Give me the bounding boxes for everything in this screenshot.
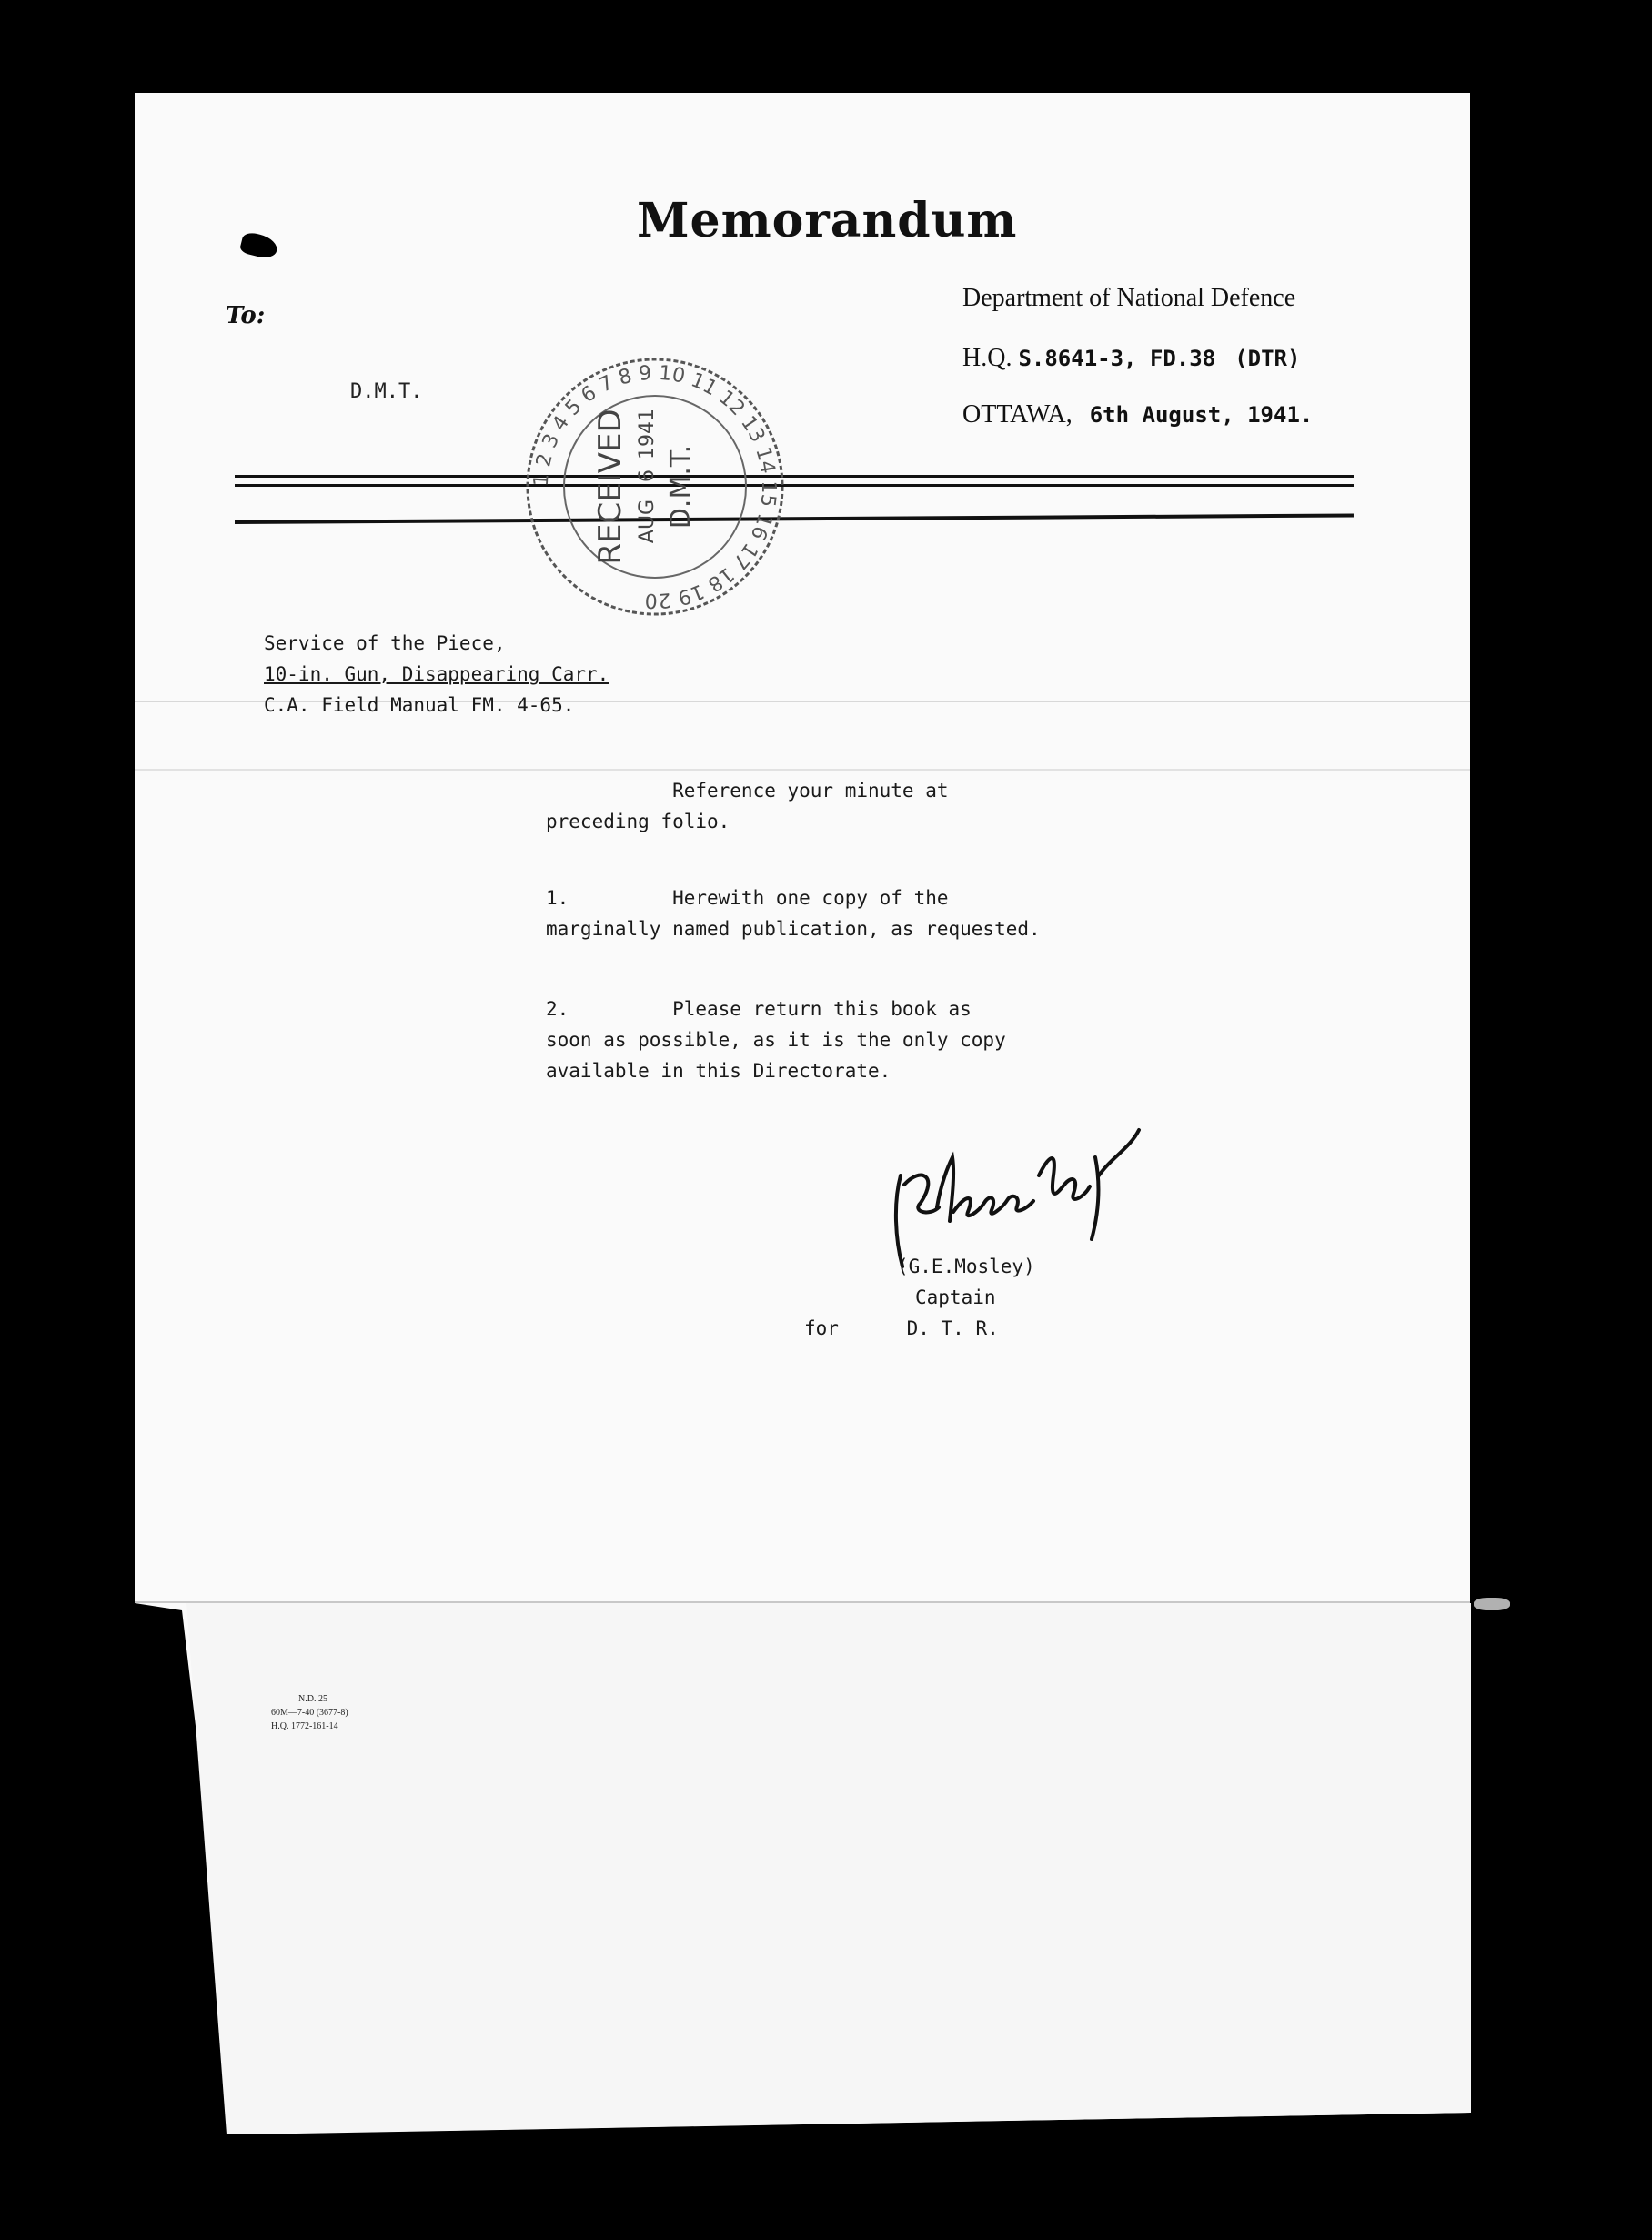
to-label: To: bbox=[226, 302, 266, 329]
subject-line-3: C.A. Field Manual FM. 4-65. bbox=[264, 694, 575, 716]
form-code-line-2: 60M—7-40 (3677-8) bbox=[271, 1708, 348, 1718]
place: OTTAWA, bbox=[962, 400, 1073, 429]
form-code-block bbox=[271, 1692, 348, 1733]
memo-title: Memorandum bbox=[637, 193, 1018, 248]
file-ref-number: S.8641-3, FD.38 bbox=[1018, 346, 1216, 371]
signature-block bbox=[897, 1251, 1035, 1313]
stamp-month: AUG bbox=[636, 499, 659, 544]
paragraph-1: 1. Herewith one copy of the marginally named publication, as requested. bbox=[546, 887, 1041, 940]
for-line bbox=[804, 1317, 999, 1339]
signatory-rank: Captain bbox=[915, 1286, 996, 1308]
stamp-received-text: RECEIVED bbox=[592, 409, 629, 565]
stamp-office: D.M.T. bbox=[665, 444, 697, 530]
file-ref-prefix: H.Q. bbox=[962, 344, 1019, 372]
received-stamp bbox=[519, 350, 791, 623]
file-reference bbox=[962, 344, 1300, 373]
stamp-year: 1941 bbox=[636, 409, 659, 459]
form-code-line-3: H.Q. 1772-161-14 bbox=[271, 1721, 338, 1731]
file-ref-note: (DTR) bbox=[1234, 346, 1301, 371]
header-rule bbox=[235, 484, 1354, 487]
stamp-day: 6 bbox=[636, 469, 659, 482]
subject-block bbox=[264, 628, 609, 721]
addressee: D.M.T. bbox=[350, 380, 423, 403]
reference-paragraph: Reference your minute at preceding folio. bbox=[546, 780, 949, 832]
paper-fold-line bbox=[135, 1601, 1470, 1603]
paragraph-2: 2. Please return this book as soon as possible, as it is the only copy available in this Directorate. bbox=[546, 998, 1006, 1082]
memo-paper-lower-fold bbox=[186, 1603, 1475, 2240]
subject-line-1: Service of the Piece, bbox=[264, 632, 506, 654]
for-label: for bbox=[804, 1317, 839, 1339]
department-name: Department of National Defence bbox=[962, 284, 1296, 312]
paper-crease bbox=[135, 769, 1470, 771]
signatory-name: (G.E.Mosley) bbox=[897, 1256, 1035, 1277]
memo-date: 6th August, 1941. bbox=[1089, 402, 1314, 428]
header-rule bbox=[235, 475, 1354, 478]
paper-smudge bbox=[1474, 1598, 1510, 1610]
for-office: D. T. R. bbox=[906, 1317, 999, 1339]
stamp-ring-numbers: 1 2 3 4 5 6 7 8 9 10 11 12 13 14 15 16 17 18 19 20 bbox=[529, 361, 781, 612]
place-and-date bbox=[962, 400, 1313, 429]
subject-line-2: 10-in. Gun, Disappearing Carr. bbox=[264, 663, 609, 685]
form-code-line-1: N.D. 25 bbox=[298, 1694, 327, 1704]
